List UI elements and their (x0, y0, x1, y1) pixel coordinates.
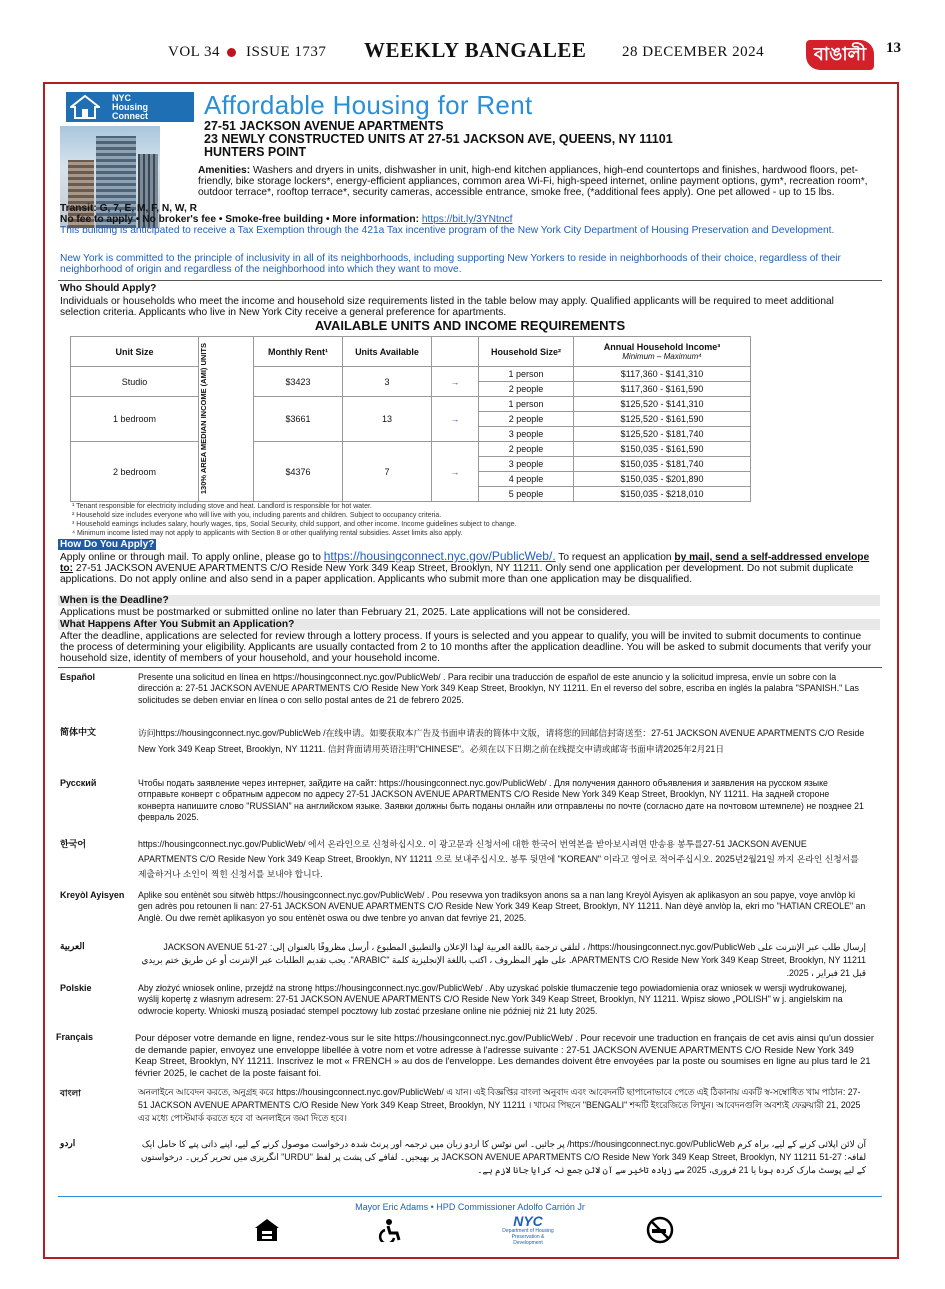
lang-text-bengali: অনলাইনে আবেদন করতে, অনুগ্রহ করে https://housingconnect.nyc.gov/PublicWeb/ এ যান। এই বিজ্ঞপ্তির বাংলা অনুবাদ এবং আবেদনটি ছাপানোভাবে পেতে এই ঠিকানায় একটি স্ব-সম্বোধিত খাম পাঠান: 27-51 JACKSON AVENUE APARTMENTS C/O Reside New York 349 Keap Street, Brooklyn, NY 11211 । খামের পিছনে "BENGALI" শব্দটি ইংরেজিতে লিখুন। আবেদনগুলি অবশ্যই ফেব্রুয়ারী 21, 2025 এর মধ্যে পোস্টমার্ক করতে হবে বা অনলাইনে জমা দিতে হবে। (138, 1087, 861, 1123)
lang-label-arabic: العربية (60, 941, 85, 951)
bullet-dot (227, 48, 236, 57)
how-heading: How Do You Apply? (60, 539, 155, 550)
logo-text (112, 94, 148, 121)
inclusivity-note: New York is committed to the principle of inclusivity in all of its neighborhoods, including supporting New Yorkers to reside in neighborhoods of their choice, regardless of their neighborhood of origin and regardless of the neighborhood into which they want to move. (60, 253, 841, 275)
household-cell: 1 person (479, 367, 574, 382)
lang-label-creole: Kreyòl Ayisyen (60, 890, 125, 900)
transit: Transit: G, 7, E, M, F, N, W, R (60, 203, 197, 214)
rent-cell: $4376 (254, 442, 343, 502)
amenities (198, 165, 874, 198)
col-arrow (432, 337, 479, 367)
how-text-1: Apply online or through mail. To apply online, please go to (60, 552, 324, 563)
divider (58, 1196, 882, 1197)
household-cell: 3 people (479, 457, 574, 472)
lang-label-spanish: Español (60, 672, 96, 682)
address-line: 27-51 JACKSON AVENUE APARTMENTS (204, 119, 444, 133)
equal-housing-icon (254, 1218, 280, 1242)
house-icon (70, 95, 100, 119)
arrow-cell: → (432, 367, 479, 397)
lang-label-korean: 한국어 (60, 839, 87, 849)
household-cell: 2 people (479, 442, 574, 457)
units-income-table (70, 336, 751, 502)
lang-text-russian: Чтобы подать заявление через интернет, зайдите на сайт: https://housingconnect.nyc.gov/PublicWeb/ . Для получения данного объявления и заявления на русском языке отправьте конверт с обратным адресом по адресу 27-51 JACKSON AVENUE APARTMENTS C/O Reside New York 349 Keap Street, Brooklyn, NY 11211. На задней стороне конверта напишите слово "RUSSIAN" на английском языке. Заявки должны быть поданы онлайн или отправлены по почте (согласно дате на почтовом штемпеле) не позднее 21 февраль 2025. (138, 778, 864, 822)
how-text (60, 551, 876, 585)
officials-line: Mayor Eric Adams • HPD Commissioner Adolfo Carrión Jr (355, 1202, 585, 1212)
lang-text-urdu: آن لائن اپلائی کرنے کے لیے، براہ کرم https://housingconnect.nyc.gov/PublicWeb/ پر جائیں۔ اس نوٹس کا اردو زبان میں ترجمہ اور پرنٹ شدہ درخواست موصول کرنے کے لیے، اپنے ذاتی پتے کا حامل ایک لفافہ: 27-51 JACKSON AVENUE APARTMENTS C/O Reside New York 349 Keap Street, Brooklyn, NY 11211 پر بھیجیں۔ لفافے کی پشت پر لفظ "URDU" انگریزی میں تحریر کریں۔ درخواستوں کے لیے پوسٹ مارک کردہ ہونا یا 21 فروری، 2025 سے زیادہ تاخیر سے آن لائن جمع نہ کرایا جانا لازم ہے۔ (140, 1139, 866, 1175)
lang-text-arabic: إرسال طلب عبر الإنترنت على https://housingconnect.nyc.gov/PublicWeb/ ، لتلقي ترجمة باللغة العربية لهذا الإعلان والتطبيق المطبوع ، أرسل مظروفًا بالعنوان إلى: 27-51 JACKSON AVENUE APARTMENTS C/O Reside New York 349 Keap Street, Brooklyn, NY 11211. على ظهر المظروف ، اكتب باللغة الإنجليزية كلمة "ARABIC". يجب تقديم الطلبات عبر الإنترنت أو عن طريق ختم بريدي قبل 21 فبراير ، 2025. (141, 942, 866, 978)
income-cell: $117,360 - $141,310 (574, 367, 751, 382)
footnote: ² Household size includes everyone who will live with you, including parents and children. Subject to occupancy criteria. (72, 512, 442, 519)
divider (58, 280, 882, 281)
income-subheader: Minimum – Maximum⁴ (622, 352, 702, 361)
income-cell: $125,520 - $181,740 (574, 427, 751, 442)
who-heading: Who Should Apply? (60, 283, 157, 294)
income-cell: $150,035 - $181,740 (574, 457, 751, 472)
rent-cell: $3661 (254, 397, 343, 442)
col-available: Units Available (343, 337, 432, 367)
lang-label-chinese: 简体中文 (60, 727, 97, 737)
avail-cell: 3 (343, 367, 432, 397)
issue: ISSUE 1737 (246, 44, 327, 60)
table-row (71, 397, 751, 412)
arrow-cell: → (432, 397, 479, 442)
no-smoking-icon (646, 1216, 674, 1244)
table-row (71, 442, 751, 457)
hpd-logo (498, 1214, 558, 1244)
fees-text: No fee to apply • No broker's fee • Smoke-free building • More information: (60, 214, 422, 225)
issue-date: 28 DECEMBER 2024 (622, 44, 765, 60)
paper-title: WEEKLY BANGALEE (364, 38, 587, 62)
income-cell: $125,520 - $161,590 (574, 412, 751, 427)
footnote: ³ Household earnings includes salary, hourly wages, tips, Social Security, child support, and other income. Income guidelines subject to change. (72, 521, 517, 528)
avail-cell: 13 (343, 397, 432, 442)
address-heading (204, 120, 673, 159)
footer-logos (58, 1214, 882, 1244)
logo-line: Connect (112, 111, 148, 121)
footnote: ⁴ Minimum income listed may not apply to applicants with Section 8 or other qualifying rental subsidies. Asset limits also apply. (72, 530, 463, 537)
lang-text-korean: https://housingconnect.nyc.gov/PublicWeb/ 에서 온라인으로 신청하십시오. 이 광고문과 신청서에 대한 한국어 번역본을 받아보시려면 반송용 봉투를27-51 JACKSON AVENUE APARTMENTS C/O Reside New York 349 Keap Street, Brooklyn, NY 11211 으로 보내주십시오. 봉투 뒷면에 "KOREAN" 이라고 영어로 적어주십시오. 2025년2월21일 까지 온라인 신청서를 제출하거나 소인이 찍힌 신청서를 보내야 합니다. (138, 839, 859, 879)
more-info-link[interactable]: https://bit.ly/3YNtncf (421, 214, 513, 225)
lang-text-french: Pour déposer votre demande en ligne, rendez-vous sur le site https://housingconnect.nyc.gov/PublicWeb/ . Pour recevoir une traduction en français de cet avis ainsi qu'un dossier de demande papier, envoyez une enveloppe libellée à votre nom et votre adresse à l'adresse suivante : 27-51 JACKSON AVENUE APARTMENTS C/O Reside New York 349 Keap Street, Brooklyn, NY 11211. Inscrivez le mot « FRENCH » au dos de l'enveloppe. Les demandes doivent être envoyées par la poste ou soumises en ligne au plus tard le 21 février 2025, le cachet de la poste faisant foi. (135, 1032, 875, 1078)
ami-label: 130% AREA MEDIAN INCOME (AMI) UNITS (199, 343, 208, 495)
lang-text-polish: Aby złożyć wniosek online, przejdź na stronę https://housingconnect.nyc.gov/PublicWeb/ . Aby uzyskać polskie tłumaczenie tego powiadomienia oraz wniosek w wersji wydrukowanej, wyślij kopertę z własnym adresem: 27-51 JACKSON AVENUE APARTMENTS C/O Reside New York 349 Keap Street, Brooklyn, NY 11211. Wpisz słowo „POLISH" w j. angielskim na odwrocie koperty. Wnioski muszą posiadać stempel pocztowy lub zostać przesłane online nie później niż 21 luty 2025. (138, 983, 847, 1016)
deadline-text: Applications must be postmarked or submitted online no later than February 21, 2025. Late applications will not be considered. (60, 607, 631, 618)
logo-line: NYC (112, 93, 132, 103)
household-cell: 4 people (479, 472, 574, 487)
unit-cell: 1 bedroom (71, 397, 199, 442)
col-rent: Monthly Rent¹ (254, 337, 343, 367)
tax-exemption-note: This building is anticipated to receive a Tax Exemption through the 421a Tax incentive program of the New York City Department of Housing Preservation and Development. (60, 225, 835, 236)
how-text-2: To request an application (555, 552, 675, 563)
address-line: 23 NEWLY CONSTRUCTED UNITS AT 27-51 JACKSON AVE, QUEENS, NY 11101 (204, 132, 673, 146)
lang-text-chinese: 访问https://housingconnect.nyc.gov/PublicWeb /在线申请。如要获取本广告及书面申请表的简体中文版，请将您的回邮信封寄送至：27-51 JACKSON AVENUE APARTMENTS C/O Reside New York 349 Keap Street, Brooklyn, NY 11211. 信封背面请用英语注明"CHINESE"。必须在以下日期之前在线提交申请或邮寄书面申请2025年2月21日 (138, 728, 865, 754)
lang-text-creole: Aplike sou entènèt sou sitwèb https://housingconnect.nyc.gov/PublicWeb/ . Pou resevwa yon tradiksyon anons sa a nan lang Kreyòl Ayisyen ak aplikasyon an sou papye, voye anvlòp ki gen adrès pou retounen li nan: 27-51 JACKSON AVENUE APARTMENTS C/O Reside New York 349 Keap Street, Brooklyn, NY 11211. Nan dèyè anvlòp la, ekri mo "HATIAN CREOLE" an Anglè. Ou dwe remèt aplikasyon yo sou entènèt oswa ou dwe tenbre yo anvan dat fevriye 21, 2025. (138, 890, 866, 923)
how-text-3: by mail, send a self-addressed envelope to: (60, 552, 870, 574)
unit-cell: 2 bedroom (71, 442, 199, 502)
accessibility-icon (378, 1218, 402, 1242)
address-line: HUNTERS POINT (204, 145, 307, 159)
after-text: After the deadline, applications are selected for review through a lottery process. If yours is selected and you appear to qualify, you will be invited to submit documents to continue the process of determining your eligibility. Applicants are usually contacted from 2 to 10 months after the application deadline. You will be asked to submit documents that verify your household size, identity of members of your household, and your household income. (60, 631, 872, 664)
hpd-logo-line: Department of Housing Preservation & Development (502, 1228, 554, 1246)
lang-label-bengali: বাংলা (60, 1088, 81, 1098)
how-text-4: 27-51 JACKSON AVENUE APARTMENTS C/O Reside New York 349 Keap Street, Brooklyn, NY 11211. Only send one application per development. Do not submit duplicate applications. Do not apply online and also send in a paper application. Applicants who submit more than one application may be disqualified. (60, 563, 854, 585)
avail-cell: 7 (343, 442, 432, 502)
amenities-text: Washers and dryers in units, dishwasher in unit, high-end kitchen appliances, high-end countertops and finishes, hardwood floors, pet-friendly, bike storage lockers*, energy-efficient appliances, common area Wi-Fi, high-speed internet, online payment options, gym*, recreation room*, outdoor terrace*, rooftop terrace*, security cameras, accessible entrance, smoke free, (*additional fees apply). One pet allowed - up to 15 lbs. (198, 165, 868, 198)
lang-label-polish: Polskie (60, 983, 92, 993)
unit-cell: Studio (71, 367, 199, 397)
income-cell: $117,360 - $161,590 (574, 382, 751, 397)
hpd-logo-line: NYC (513, 1213, 543, 1229)
household-cell: 1 person (479, 397, 574, 412)
ad-title: Affordable Housing for Rent (204, 90, 533, 120)
amenities-label: Amenities: (198, 165, 251, 176)
after-heading: What Happens After You Submit an Application? (58, 619, 880, 630)
masthead (0, 0, 945, 82)
household-cell: 2 people (479, 412, 574, 427)
apply-link[interactable]: https://housingconnect.nyc.gov/PublicWeb/. (323, 549, 556, 563)
who-text: Individuals or households who meet the income and household size requirements listed in the table below may apply. Qualified applicants will be required to meet additional selection criteria. Applicants who live in New York City receive a general preference for apartments. (60, 296, 834, 318)
household-cell: 5 people (479, 487, 574, 502)
table-footnotes (72, 502, 516, 538)
fees-line (60, 214, 512, 225)
income-header: Annual Household Income³ (603, 342, 721, 352)
table-row (71, 367, 751, 382)
income-cell: $150,035 - $218,010 (574, 487, 751, 502)
footnote: ¹ Tenant responsible for electricity including stove and heat. Landlord is responsible for hot water. (72, 503, 372, 510)
divider (58, 667, 882, 668)
deadline-heading: When is the Deadline? (58, 595, 880, 606)
arrow-cell: → (432, 442, 479, 502)
volume: VOL 34 (168, 44, 221, 60)
ami-column (199, 337, 254, 502)
page-number: 13 (886, 40, 901, 56)
household-cell: 2 people (479, 382, 574, 397)
household-cell: 3 people (479, 427, 574, 442)
col-income (574, 337, 751, 367)
paper-logo: বাঙালী (806, 40, 874, 70)
table-title: AVAILABLE UNITS AND INCOME REQUIREMENTS (314, 318, 626, 333)
lang-text-spanish: Presente una solicitud en línea en https://housingconnect.nyc.gov/PublicWeb/ . Para recibir una traducción de español de este anuncio y la solicitud impresa, envíe un sobre con la dirección a: 27-51 JACKSON AVENUE APARTMENTS C/O Reside New York 349 Keap Street, Brooklyn, NY 11211. En el reverso del sobre, escriba en inglés la palabra "SPANISH." Las solicitudes se deben enviar en línea o con sello postal antes de 21 de febrero 2025. (138, 672, 859, 705)
income-cell: $125,520 - $141,310 (574, 397, 751, 412)
lang-label-french: Français (56, 1032, 94, 1042)
lang-label-russian: Русский (60, 778, 97, 788)
rent-cell: $3423 (254, 367, 343, 397)
income-cell: $150,035 - $161,590 (574, 442, 751, 457)
col-unit-size: Unit Size (71, 337, 199, 367)
income-cell: $150,035 - $201,890 (574, 472, 751, 487)
nyc-housing-connect-logo (66, 92, 194, 122)
logo-line: Housing (112, 102, 148, 112)
lang-label-urdu: اردو (60, 1138, 76, 1148)
col-household: Household Size² (479, 337, 574, 367)
